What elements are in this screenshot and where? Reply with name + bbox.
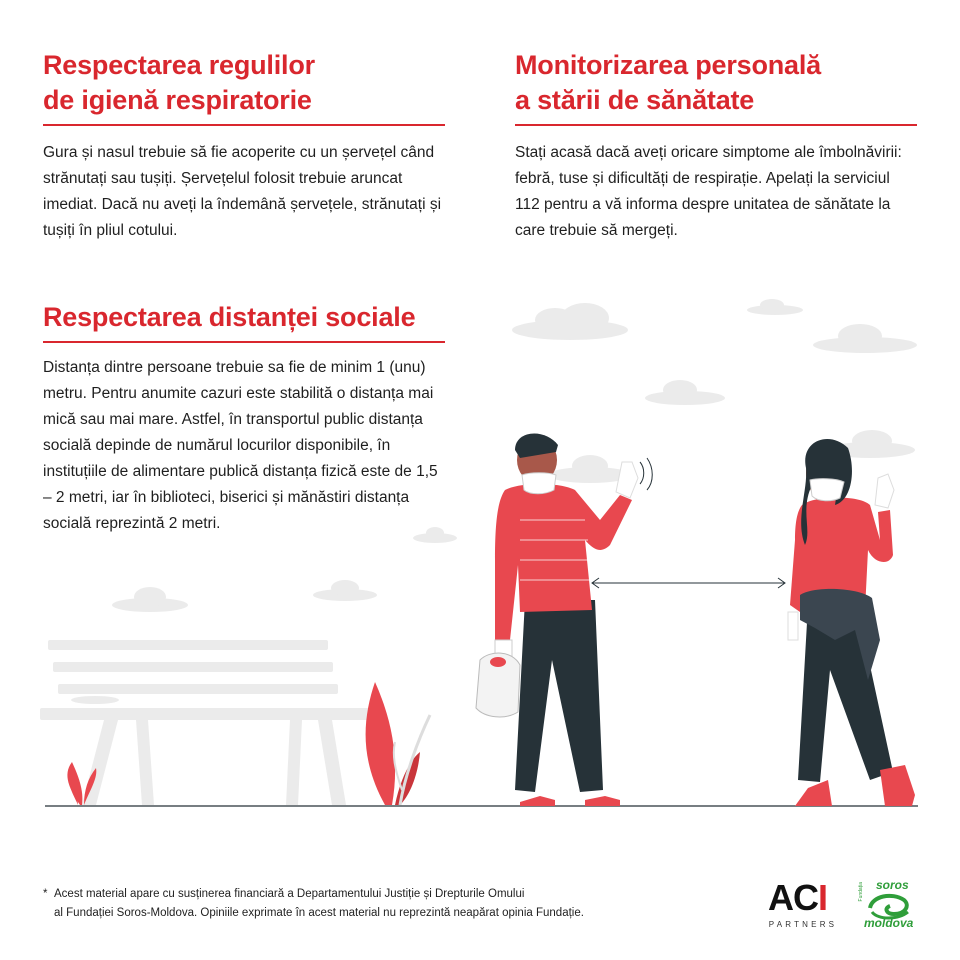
funding-footnote [43, 885, 683, 923]
soros-bottom-text: moldova [864, 916, 914, 930]
section-title [43, 48, 445, 118]
social-distance-illustration [0, 290, 960, 830]
cloud-icon [512, 303, 628, 340]
cloud-icon [71, 696, 119, 704]
title-line-2: a stării de sănătate [515, 85, 755, 115]
footnote-line-2: al Fundației Soros-Moldova. Opiniile exprimate în acest material nu reprezintă neapărat opinia Fundație. [54, 907, 584, 919]
section-body: Distanța dintre persoane trebuie sa fie de minim 1 (unu) metru. Pentru anumite cazuri este stabilită o distanța mai mică sau mai mare. Astfel, în transportul public distanța socială depinde de numărul locurilor disponibile, în instituțiile de alimentare publică distanța fizică este de 1,5 – 2 metri, iar în biblioteci, biserici și mănăstiri distanța socială reprezintă 2 metri. [43, 359, 438, 532]
title-line-1: Respectarea distanței sociale [43, 302, 416, 332]
cloud-icon [313, 580, 377, 601]
footnote-asterisk: * [43, 888, 48, 900]
plant-right-icon [366, 682, 430, 805]
section-body: Stați acasă dacă aveți oricare simptome ale îmbolnăvirii: febră, tuse și dificultăți de respirație. Apelați la serviciul 112 pentru a vă informa despre unitatea de sănătate la care trebuie să mergeți. [515, 144, 902, 239]
title-line-1: Monitorizarea personală [515, 50, 821, 80]
aci-subtitle: PARTNERS [768, 920, 838, 929]
cloud-icon [413, 527, 457, 543]
section-body: Gura și nasul trebuie să fie acoperite cu un șervețel când strănutați sau tușiți. Șervețelul folosit trebuie aruncat imediat. Dacă nu aveți la îndemână șervețele, strănutați și tușiți în pliul cotului. [43, 144, 442, 239]
distance-arrow-icon [592, 578, 785, 588]
title-line-2: de igienă respiratorie [43, 85, 312, 115]
footnote-line-1: Acest material apare cu susținerea financiară a Departamentului Justiție și Drepturile Omului [54, 888, 525, 900]
cloud-icon [813, 324, 917, 353]
section-title [515, 48, 917, 118]
cloud-icon [747, 299, 803, 315]
cloud-icon [645, 380, 725, 405]
soros-side-text: Fundația [858, 882, 864, 902]
section-health-monitoring [515, 48, 917, 260]
section-respiratory-hygiene [43, 48, 445, 260]
title-divider [43, 124, 445, 126]
aci-wordmark: ACI [768, 877, 828, 918]
cloud-icon [112, 587, 188, 612]
soros-top-text: soros [876, 878, 909, 892]
aci-partners-logo [768, 877, 838, 932]
woman-with-mask [788, 439, 915, 806]
man-with-mask [476, 434, 652, 806]
title-line-1: Respectarea regulilor [43, 50, 315, 80]
title-divider [515, 124, 917, 126]
soros-moldova-logo [858, 878, 920, 934]
